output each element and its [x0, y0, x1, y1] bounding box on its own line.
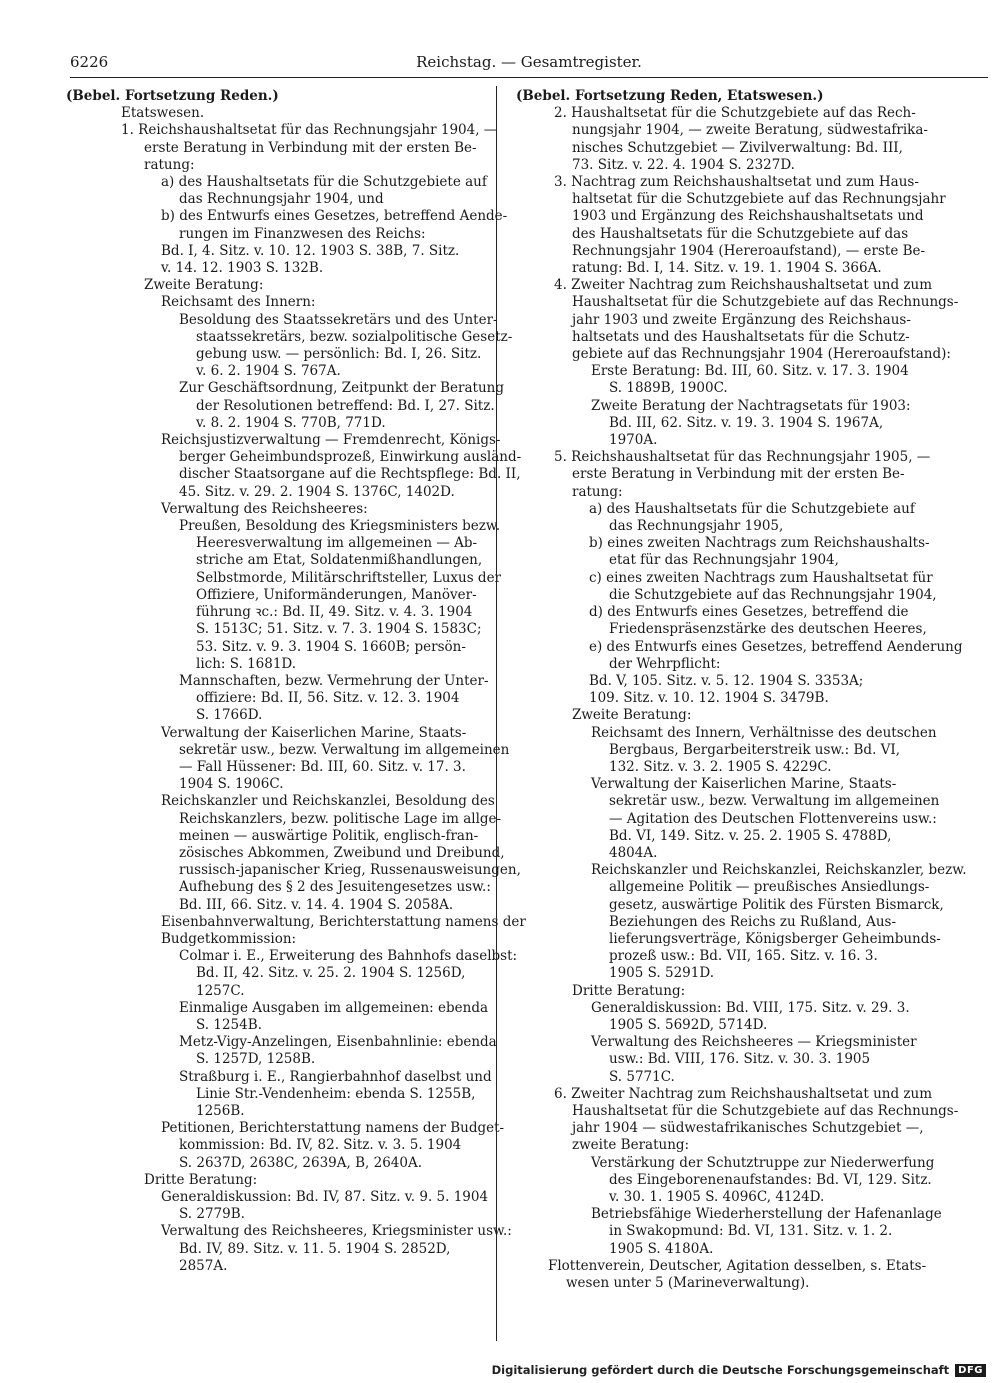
text-line: der Resolutionen betreffend: Bd. I, 27. Sitz. [196, 397, 495, 414]
text-line: striche am Etat, Soldatenmißhandlungen, [196, 552, 483, 569]
text-line: Reichsamt des Innern: [161, 294, 316, 311]
text-line: Rechnungsjahr 1904 (Hereroaufstand), — erste Be- [572, 242, 926, 259]
text-line: Besoldung des Staatssekretärs und des Unter- [179, 311, 498, 328]
left-column [66, 88, 526, 1275]
text-line: 6. Zweiter Nachtrag zum Reichshaushaltsetat und zum [554, 1085, 932, 1102]
funding-note: Digitalisierung gefördert durch die Deutsche Forschungsgemeinschaft [491, 1363, 950, 1377]
text-line: gebiete auf das Rechnungsjahr 1904 (Hereroaufstand): [572, 346, 951, 363]
footer [492, 1361, 986, 1379]
text-line: Straßburg i. E., Rangierbahnhof daselbst und [179, 1068, 492, 1085]
text-line: haltsetat für die Schutzgebiete auf das Rechnungsjahr [572, 191, 946, 208]
text-line: das Rechnungsjahr 1905, [609, 518, 784, 535]
text-line: die Schutzgebiete auf das Rechnungsjahr 1904, [609, 586, 937, 603]
text-line: etat für das Rechnungsjahr 1904, [609, 552, 839, 569]
text-line: erste Beratung in Verbindung mit der ersten Be- [144, 139, 477, 156]
text-line: offiziere: Bd. II, 56. Sitz. v. 12. 3. 1904 [196, 690, 460, 707]
text-line: 1. Reichshaushaltsetat für das Rechnungsjahr 1904, — [121, 122, 498, 139]
text-line: Verstärkung der Schutztruppe zur Niederwerfung [591, 1154, 935, 1171]
text-line: S. 1513C; 51. Sitz. v. 7. 3. 1904 S. 1583C; [196, 621, 482, 638]
text-line: Bd. III, 66. Sitz. v. 14. 4. 1904 S. 2058A. [179, 896, 454, 913]
column-divider [496, 86, 497, 1341]
text-line: S. 2637D, 2638C, 2639A, B, 2640A. [179, 1154, 423, 1171]
text-line: Bergbaus, Bergarbeiterstreik usw.: Bd. VI, [609, 741, 901, 758]
text-line: Heeresverwaltung im allgemeinen — Ab- [196, 535, 478, 552]
text-line: 73. Sitz. v. 22. 4. 1904 S. 2327D. [572, 156, 795, 173]
text-line: 4804A. [609, 844, 658, 861]
text-line: Linie Str.-Vendenheim: ebenda S. 1255B, [196, 1085, 476, 1102]
text-line: russisch-japanischer Krieg, Russenausweisungen, [179, 862, 521, 879]
text-line: S. 1254B. [196, 1016, 262, 1033]
text-line: jahr 1904 — südwestafrikanisches Schutzgebiet —, [572, 1120, 924, 1137]
text-line: 132. Sitz. v. 3. 2. 1905 S. 4229C. [609, 758, 832, 775]
text-line: — Fall Hüssener: Bd. III, 60. Sitz. v. 17. 3. [179, 758, 466, 775]
text-line: Zweite Beratung: [144, 277, 264, 294]
text-line: zweite Beratung: [572, 1137, 690, 1154]
text-line: staatssekretärs, bezw. sozialpolitische Gesetz- [196, 328, 513, 345]
text-line: S. 1889B, 1900C. [609, 380, 728, 397]
text-line: Flottenverein, Deutscher, Agitation desselben, s. Etats- [548, 1257, 927, 1274]
text-line: Generaldiskussion: Bd. VIII, 175. Sitz. v. 29. 3. [591, 999, 910, 1016]
text-line: 1904 S. 1906C. [179, 776, 284, 793]
text-line: prozeß usw.: Bd. VII, 165. Sitz. v. 16. 3. [609, 948, 878, 965]
text-line: Betriebsfähige Wiederherstellung der Hafenanlage [591, 1206, 942, 1223]
text-line: 45. Sitz. v. 29. 2. 1904 S. 1376C, 1402D. [179, 483, 455, 500]
page-number: 6226 [70, 53, 109, 71]
text-line: 1905 S. 5692D, 5714D. [609, 1016, 768, 1033]
text-line: 1970A. [609, 432, 658, 449]
text-line: 1903 und Ergänzung des Reichshaushaltsetats und [572, 208, 924, 225]
text-line: des Eingeborenenaufstandes: Bd. VI, 129. Sitz. [609, 1171, 932, 1188]
text-line: Haushaltsetat für die Schutzgebiete auf das Rechnungs- [572, 1102, 959, 1119]
text-line: v. 30. 1. 1905 S. 4096C, 4124D. [609, 1189, 825, 1205]
text-line: Mannschaften, bezw. Vermehrung der Unter- [179, 672, 489, 689]
text-line: 2. Haushaltsetat für die Schutzgebiete auf das Rech- [554, 105, 916, 122]
text-line: Etatswesen. [121, 105, 205, 122]
text-line: c) eines zweiten Nachtrags zum Haushaltsetat für [589, 569, 933, 586]
text-line: Dritte Beratung: [572, 982, 686, 999]
text-line: S. 1766D. [196, 707, 263, 724]
text-line: Generaldiskussion: Bd. IV, 87. Sitz. v. 9. 5. 1904 [161, 1189, 489, 1205]
text-line: lich: S. 1681D. [196, 655, 297, 672]
text-line: zösisches Abkommen, Zweibund und Dreibund, [179, 844, 505, 861]
text-line: ratung: Bd. I, 14. Sitz. v. 19. 1. 1904 S. 366A. [572, 260, 882, 277]
text-line: Verwaltung des Reichsheeres — Kriegsminister [591, 1034, 917, 1051]
text-line: v. 8. 2. 1904 S. 770B, 771D. [196, 414, 386, 431]
text-line: jahr 1903 und zweite Ergänzung des Reichshaus- [572, 311, 911, 328]
text-line: ratung: [572, 483, 623, 500]
text-line: Verwaltung des Reichsheeres: [161, 500, 368, 517]
text-line: Zur Geschäftsordnung, Zeitpunkt der Beratung [179, 380, 504, 397]
text-line: Haushaltsetat für die Schutzgebiete auf das Rechnungs- [572, 294, 959, 311]
text-line: a) des Haushaltsetats für die Schutzgebiete auf [161, 174, 487, 191]
text-line: 1257C. [196, 982, 245, 999]
text-line: berger Geheimbundsprozeß, Einwirkung ausländ- [179, 449, 522, 466]
text-line: sekretär usw., bezw. Verwaltung im allgemeinen [179, 741, 510, 758]
text-line: Bd. III, 62. Sitz. v. 19. 3. 1904 S. 1967A, [609, 414, 884, 431]
text-line: Zweite Beratung: [572, 707, 692, 724]
text-line: des Haushaltsetats für die Schutzgebiete auf das [572, 225, 909, 242]
text-line: allgemeine Politik — preußisches Ansiedlungs- [609, 879, 930, 896]
text-line: 53. Sitz. v. 9. 3. 1904 S. 1660B; persön- [196, 638, 466, 655]
text-line: 3. Nachtrag zum Reichshaushaltsetat und zum Haus- [554, 174, 919, 191]
text-line: Verwaltung des Reichsheeres, Kriegsminister usw.: [161, 1223, 512, 1240]
text-line: Reichskanzler und Reichskanzlei, Besoldung des [161, 793, 495, 810]
text-line: Metz-Vigy-Anzelingen, Eisenbahnlinie: ebenda [179, 1034, 497, 1051]
text-line: 2857A. [179, 1257, 228, 1274]
text-line: S. 5771C. [609, 1068, 675, 1085]
text-line: lieferungsverträge, Königsberger Geheimbunds- [609, 930, 941, 947]
text-line: v. 6. 2. 1904 S. 767A. [196, 363, 341, 380]
text-line: Zweite Beratung der Nachtragsetats für 1903: [591, 397, 911, 414]
text-line: nungsjahr 1904, — zweite Beratung, südwestafrika- [572, 122, 928, 139]
text-line: gesetz, auswärtige Politik des Fürsten Bismarck, [609, 896, 944, 913]
text-line: S. 1257D, 1258B. [196, 1051, 316, 1068]
text-line: Bd. I, 4. Sitz. v. 10. 12. 1903 S. 38B, 7. Sitz. [161, 242, 460, 259]
text-line: ratung: [144, 156, 195, 173]
text-line: sekretär usw., bezw. Verwaltung im allgemeinen [609, 793, 940, 810]
text-line: discher Staatsorgane auf die Rechtspflege: Bd. II, [179, 466, 521, 483]
text-line: Reichsjustizverwaltung — Fremdenrecht, Königs- [161, 432, 501, 449]
text-line: Reichskanzlers, bezw. politische Lage im allge- [179, 810, 502, 827]
text-line: usw.: Bd. VIII, 176. Sitz. v. 30. 3. 1905 [609, 1051, 871, 1068]
text-line: haltsetats und des Haushaltsetats für die Schutz- [572, 328, 910, 345]
text-line: Dritte Beratung: [144, 1171, 258, 1188]
text-line: 5. Reichshaushaltsetat für das Rechnungsjahr 1905, — [554, 449, 931, 466]
text-line: meinen — auswärtige Politik, englisch-fran- [179, 827, 479, 844]
text-line: 109. Sitz. v. 10. 12. 1904 S. 3479B. [589, 690, 829, 707]
text-line: wesen unter 5 (Marineverwaltung). [566, 1275, 810, 1292]
text-line: — Agitation des Deutschen Flottenvereins usw.: [609, 810, 937, 827]
text-line: rungen im Finanzwesen des Reichs: [179, 225, 426, 242]
text-line: nisches Schutzgebiet — Zivilverwaltung: Bd. III, [572, 139, 903, 156]
text-line: Preußen, Besoldung des Kriegsministers bezw. [179, 518, 501, 535]
text-line: S. 2779B. [179, 1206, 245, 1223]
text-line: Bd. VI, 149. Sitz. v. 25. 2. 1905 S. 4788D, [609, 827, 892, 844]
text-line: 4. Zweiter Nachtrag zum Reichshaushaltsetat und zum [554, 277, 932, 294]
text-line: Reichskanzler und Reichskanzlei, Reichskanzler, bezw. [591, 862, 967, 879]
text-line: Verwaltung der Kaiserlichen Marine, Staats- [591, 776, 897, 793]
text-line: b) eines zweiten Nachtrags zum Reichshaushalts- [589, 535, 930, 552]
text-line: Bd. V, 105. Sitz. v. 5. 12. 1904 S. 3353A; [589, 672, 864, 689]
text-line: der Wehrpflicht: [609, 655, 721, 672]
text-line: Budgetkommission: [161, 930, 297, 947]
text-line: Offiziere, Uniformänderungen, Manöver- [196, 586, 477, 603]
text-line: gebung usw. — persönlich: Bd. I, 26. Sitz. [196, 346, 482, 363]
page-header [70, 52, 988, 76]
text-line: Selbstmorde, Militärschriftsteller, Luxus der [196, 569, 502, 586]
text-line: 1905 S. 4180A. [609, 1240, 714, 1257]
text-line: Friedenspräsenzstärke des deutschen Heeres, [609, 621, 927, 638]
text-line: erste Beratung in Verbindung mit der ersten Be- [572, 466, 905, 483]
text-line: das Rechnungsjahr 1904, und [179, 191, 384, 208]
text-line: (Bebel. Fortsetzung Reden.) [66, 88, 279, 104]
text-line: a) des Haushaltsetats für die Schutzgebiete auf [589, 500, 915, 517]
text-line: Aufhebung des § 2 des Jesuitengesetzes usw.: [179, 879, 491, 896]
text-line: d) des Entwurfs eines Gesetzes, betreffend die [589, 604, 909, 621]
text-line: e) des Entwurfs eines Gesetzes, betreffend Aenderung [589, 638, 963, 655]
text-line: (Bebel. Fortsetzung Reden, Etatswesen.) [516, 88, 824, 104]
text-line: in Swakopmund: Bd. VI, 131. Sitz. v. 1. 2. [609, 1223, 893, 1240]
text-line: führung ꝛc.: Bd. II, 49. Sitz. v. 4. 3. 1904 [196, 604, 473, 621]
running-title: Reichstag. — Gesamtregister. [416, 53, 642, 71]
text-line: Verwaltung der Kaiserlichen Marine, Staats- [161, 724, 467, 741]
text-line: Beziehungen des Reichs zu Rußland, Aus- [609, 913, 897, 930]
text-line: 1256B. [196, 1102, 245, 1119]
text-line: Bd. II, 42. Sitz. v. 25. 2. 1904 S. 1256D, [196, 965, 466, 982]
header-rule [70, 77, 988, 78]
text-line: Eisenbahnverwaltung, Berichterstattung namens der [161, 913, 526, 930]
text-line: Petitionen, Berichterstattung namens der Budget- [161, 1120, 505, 1137]
text-line: v. 14. 12. 1903 S. 132B. [161, 260, 324, 277]
text-line: kommission: Bd. IV, 82. Sitz. v. 3. 5. 1904 [179, 1137, 462, 1154]
text-line: b) des Entwurfs eines Gesetzes, betreffend Aende- [161, 208, 508, 225]
text-line: Reichsamt des Innern, Verhältnisse des deutschen [591, 724, 937, 741]
text-line: Colmar i. E., Erweiterung des Bahnhofs daselbst: [179, 948, 518, 965]
right-column [516, 88, 967, 1292]
dfg-logo: DFG [955, 1364, 986, 1377]
text-line: 1905 S. 5291D. [609, 965, 714, 982]
text-line: Erste Beratung: Bd. III, 60. Sitz. v. 17. 3. 1904 [591, 363, 909, 380]
text-line: Einmalige Ausgaben im allgemeinen: ebenda [179, 999, 489, 1016]
text-line: Bd. IV, 89. Sitz. v. 11. 5. 1904 S. 2852D, [179, 1240, 451, 1257]
